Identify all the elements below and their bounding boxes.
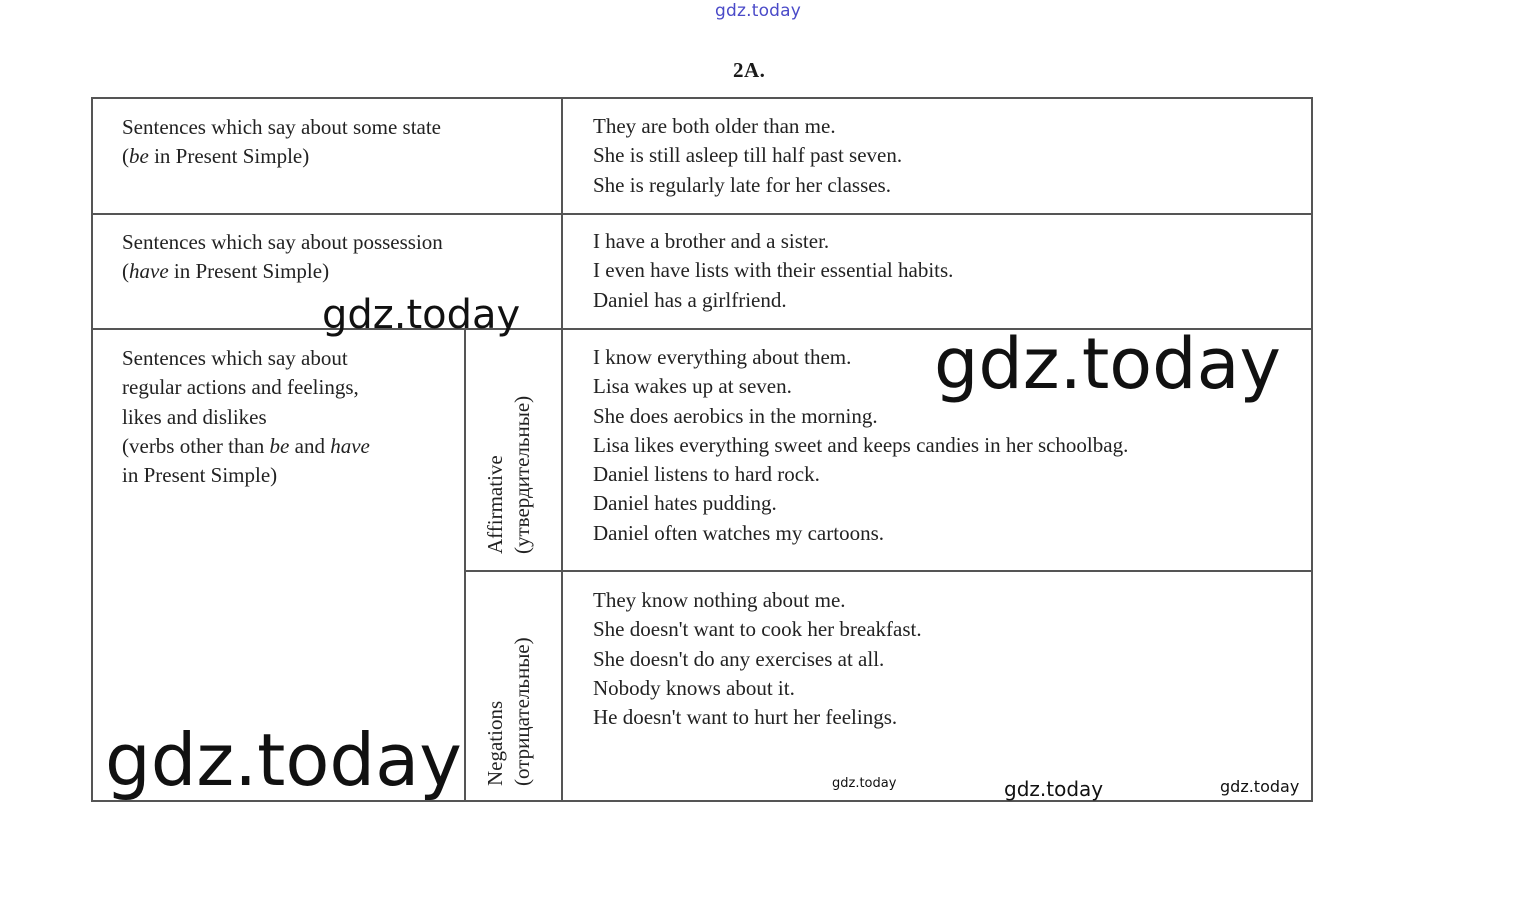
regular-desc-main: Sentences which say about regular actions and feelings, likes and dislikes (122, 346, 359, 429)
grammar-table (91, 97, 1313, 802)
possession-examples: I have a brother and a sister. I even have lists with their essential habits. Daniel has a girlfriend. (593, 229, 954, 312)
affirmative-label: Affirmative (утвердительные) (483, 395, 534, 554)
affirmative-examples: I know everything about them. Lisa wakes up at seven. She does aerobics in the morning. Lisa likes everything sweet and keeps candies in her schoolbag. Daniel listens to hard rock. Daniel hates pudding. Daniel often watches my cartoons. (593, 345, 1129, 545)
regular-desc-last: in Present Simple) (122, 463, 278, 488)
exercise-heading: 2A. (733, 58, 766, 82)
watermark-bottom-small-1: gdz.today (832, 776, 897, 791)
regular-desc-and: and (289, 433, 331, 458)
watermark-bottom-small-3: gdz.today (1220, 777, 1300, 796)
watermark-bottom-small-2: gdz.today (1004, 777, 1104, 801)
row-divider-3 (465, 570, 1311, 572)
watermark-top: gdz.today (715, 1, 802, 21)
state-description: Sentences which say about some state (be in Present Simple) (122, 115, 441, 169)
state-examples: They are both older than me. She is still asleep till half past seven. She is regularly late for her classes. (593, 114, 903, 197)
possession-desc-rest: in Present Simple) (168, 259, 330, 284)
state-desc-line1: Sentences which say about some state (122, 115, 441, 139)
regular-desc-be: be (269, 433, 290, 458)
possession-desc-have: have (129, 259, 169, 284)
column-divider-main (561, 99, 563, 800)
regular-desc-have: have (330, 433, 370, 458)
watermark-bottom-left-large: gdz.today (105, 718, 462, 802)
watermark-right-large: gdz.today (934, 323, 1281, 405)
regular-description (122, 344, 462, 490)
negative-examples: They know nothing about me. She doesn't want to cook her breakfast. She doesn't do any exercises at all. Nobody knows about it. He doesn't want to hurt her feelings. (593, 588, 922, 730)
state-desc-rest: in Present Simple) (148, 144, 310, 169)
regular-desc-verbs-pre: (verbs other than (122, 433, 270, 458)
watermark-mid-left: gdz.today (322, 292, 521, 338)
possession-desc-line1: Sentences which say about possession (122, 230, 443, 254)
row-divider-1 (93, 213, 1311, 215)
state-desc-be: be (129, 144, 149, 169)
possession-description: Sentences which say about possession (have in Present Simple) (122, 230, 443, 284)
column-divider-sub (464, 328, 466, 800)
negative-label: Negations (отрицательные) (483, 637, 534, 786)
